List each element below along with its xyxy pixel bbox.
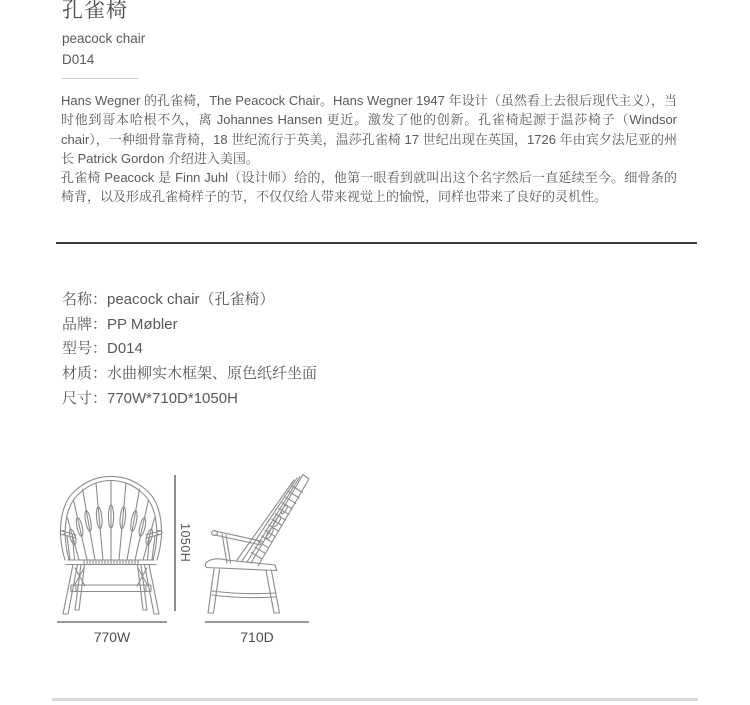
description-paragraph: Hans Wegner 的孔雀椅，The Peacock Chair。Hans Wegner 1947 年设计（虽然看上去很后现代主义），当时他到哥本哈根不久，离 Johannes Hansen 更近。激发了他的创新。孔雀椅起源于温莎椅子（Windsor chair），一种细骨靠背椅，18 世纪流行于英美，温莎孔雀椅 17 世纪出现在英国，1726 年由宾夕法尼亚的州长 Patrick Gordon 介绍进入美国。 bbox=[61, 93, 677, 166]
description-paragraph: 孔雀椅 Peacock 是 Finn Juhl（设计师）给的，他第一眼看到就叫出这个名字然后一直延续至今。细骨条的椅背，以及形成孔雀椅样子的节，不仅仅给人带来视觉上的愉悦，同样也带来了良好的灵机性。 bbox=[61, 170, 677, 205]
product-english-name: peacock chair bbox=[62, 31, 146, 46]
spec-row-material: 材质：水曲柳实木框架、原色纸纤坐面 bbox=[62, 365, 318, 383]
height-dimension-label: 1050H bbox=[178, 523, 192, 563]
product-description bbox=[61, 91, 677, 207]
height-dimension bbox=[178, 475, 192, 611]
width-dimension-line bbox=[57, 621, 167, 623]
height-dimension-line bbox=[174, 475, 176, 611]
bottom-divider bbox=[52, 698, 698, 701]
spec-list bbox=[62, 288, 317, 412]
width-dimension-label: 770W bbox=[93, 629, 131, 645]
depth-dimension-label: 710D bbox=[240, 629, 274, 645]
spec-row-size: 尺寸：770W*710D*1050H bbox=[62, 389, 238, 407]
spec-row-name: 名称：peacock chair（孔雀椅） bbox=[62, 291, 275, 308]
peacock-chair-side-drawing bbox=[203, 474, 315, 624]
product-model-code: D014 bbox=[62, 52, 95, 67]
spec-row-model: 型号：D014 bbox=[62, 340, 143, 358]
depth-dimension-line bbox=[205, 621, 309, 623]
peacock-chair-front-drawing bbox=[54, 476, 168, 626]
section-divider bbox=[56, 242, 697, 244]
page-title: 孔雀椅 bbox=[62, 0, 128, 22]
header-underline bbox=[62, 78, 138, 79]
spec-row-brand: 品牌：PP Møbler bbox=[62, 315, 178, 333]
